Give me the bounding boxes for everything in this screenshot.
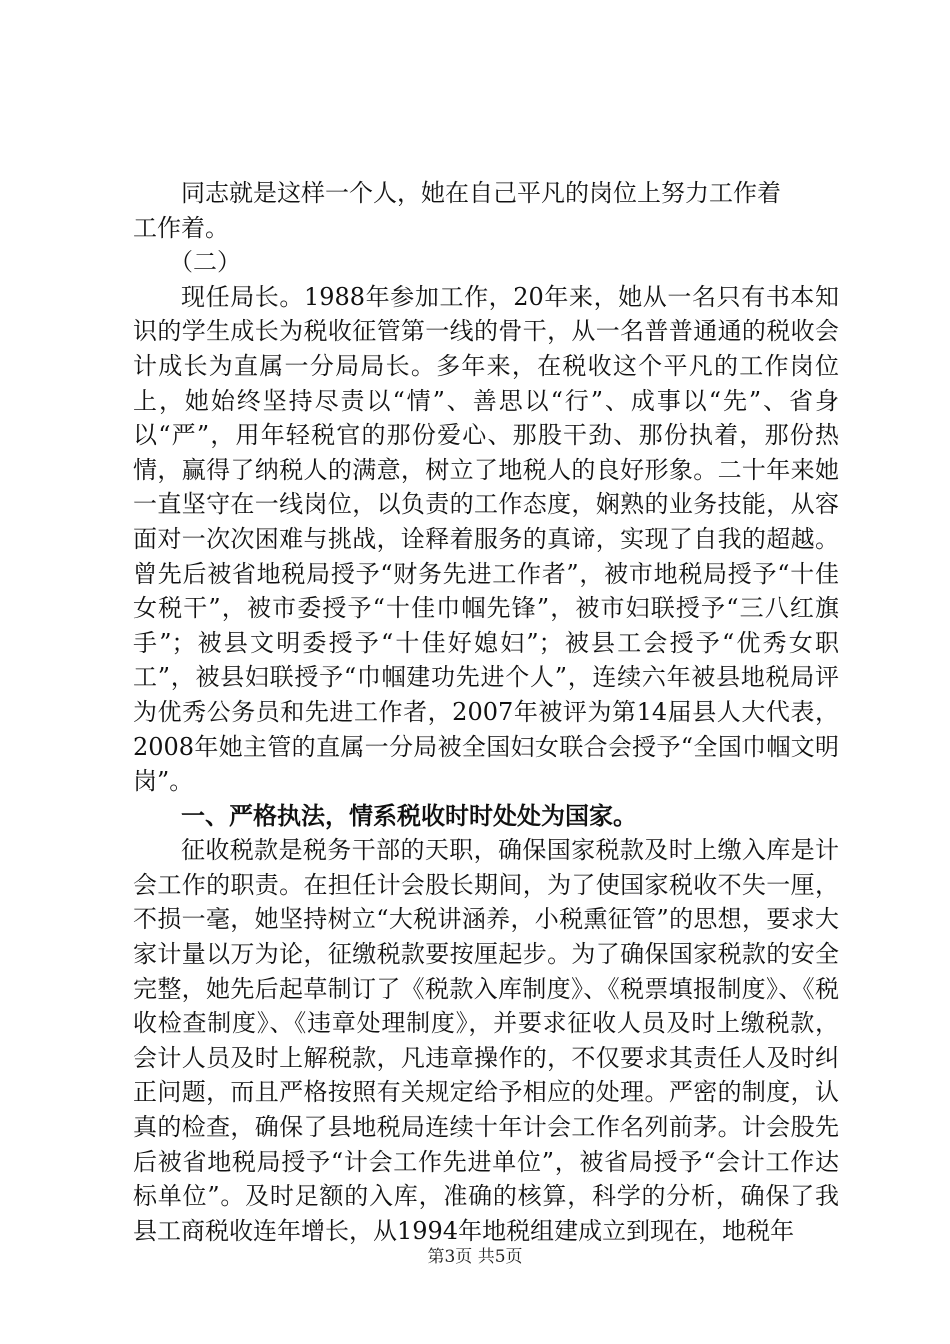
paragraph-intro-end: 工作着。 <box>133 213 229 242</box>
paragraph-profile: 现任局长。1988年参加工作，20年来，她从一名只有书本知识的学生成长为税收征管第一线的骨干，从一名普普通通的税收会计成长为直属一分局局长。多年来，在税收这个平凡的工作岗位上，她始终坚持尽责以“情”、善思以“行”、成事以“先”、省身以“严”，用年轻税官的那份爱心、那股干劲、那份执着，那份热情，赢得了纳税人的满意，树立了地税人的良好形象。二十年来她一直坚守在一线岗位，以负责的工作态度，娴熟的业务技能，从容面对一次次困难与挑战，诠释着服务的真谛，实现了自我的超越。曾先后被省地税局授予“财务先进工作者”，被市地税局授予“十佳女税干”，被市委授予“十佳巾帼先锋”，被市妇联授予“三八红旗手”；被县文明委授予“十佳好媳妇”；被县工会授予“优秀女职工”，被县妇联授予“巾帼建功先进个人”，连续六年被县地税局评为优秀公务员和先进工作者，2007年被评为第14届县人大代表，2008年她主管的直属一分局被全国妇女联合会授予“全国巾帼文明岗”。 <box>133 282 839 796</box>
page-footer: 第3页 共5页 <box>427 1247 523 1267</box>
paragraph-tax-collection: 征收税款是税务干部的天职，确保国家税款及时上缴入库是计会工作的职责。在担任计会股长期间，为了使国家税收不失一厘，不损一毫，她坚持树立“大税讲涵养，小税熏征管”的思想，要求大家计量以万为论，征缴税款要按厘起步。为了确保国家税款的安全完整，她先后起草制订了《税款入库制度》、《税票填报制度》、《税收检查制度》、《违章处理制度》，并要求征收人员及时上缴税款，会计人员及时上解税款，凡违章操作的，不仅要求其责任人及时纠正问题，而且严格按照有关规定给予相应的处理。严密的制度，认真的检查，确保了县地税局连续十年计会工作名列前茅。计会股先后被省地税局授予“计会工作先进单位”，被省局授予“会计工作达标单位”。及时足额的入库，准确的核算，科学的分析，确保了我县工商税收连年增长，从1994年地税组建成立到现在，地税年 <box>133 836 839 1245</box>
paragraph-intro: 同志就是这样一个人，她在自己平凡的岗位上努力工作着 <box>181 179 781 207</box>
document-body <box>133 176 839 1248</box>
section-heading: 一、严格执法，情系税收时时处处为国家。 <box>181 800 637 830</box>
section-number: （二） <box>169 248 241 277</box>
